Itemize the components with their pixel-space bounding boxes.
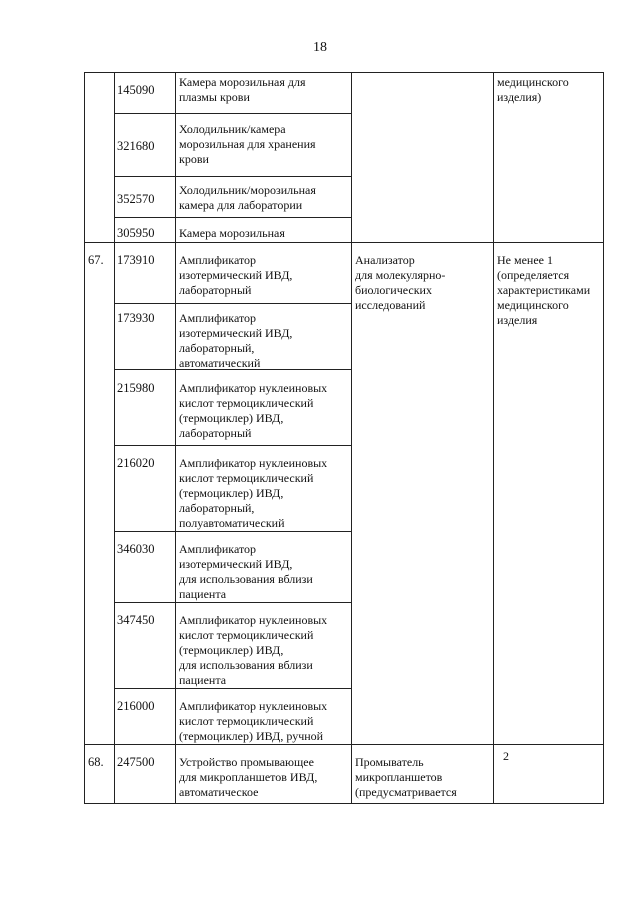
code-cell: 145090 xyxy=(117,83,155,97)
row-divider xyxy=(114,176,352,177)
column-divider xyxy=(175,72,176,804)
page-number: 18 xyxy=(313,40,327,55)
column-divider xyxy=(351,72,352,804)
code-cell: 173930 xyxy=(117,311,155,325)
name-cell: Амплификатор нуклеиновых кислот термоциклический (термоциклер) ИВД, ручной xyxy=(179,699,328,743)
table-left-border xyxy=(84,72,85,804)
name-cell: Амплификатор изотермический ИВД, лабораторный, автоматический xyxy=(179,311,293,370)
name-cell: Амплификатор нуклеиновых кислот термоциклический (термоциклер) ИВД, лабораторный xyxy=(179,381,328,440)
code-cell: 216000 xyxy=(117,699,155,713)
row-divider xyxy=(114,531,352,532)
row-divider xyxy=(114,445,352,446)
code-cell: 215980 xyxy=(117,381,155,395)
row-divider xyxy=(114,602,352,603)
device-type-cell: Анализатор для молекулярно- биологических исследований xyxy=(355,253,446,312)
row-divider xyxy=(114,217,352,218)
table-right-border xyxy=(603,72,604,804)
code-cell: 321680 xyxy=(117,139,155,153)
row-divider xyxy=(114,688,352,689)
column-divider xyxy=(493,72,494,804)
name-cell: Амплификатор нуклеиновых кислот термоциклический (термоциклер) ИВД, лабораторный, полуавтоматический xyxy=(179,456,328,530)
equipment-table xyxy=(84,72,604,804)
row-number: 68. xyxy=(88,755,104,769)
continuation-right-text: медицинского изделия) xyxy=(497,75,569,104)
device-type-cell: Промыватель микропланшетов (предусматривается xyxy=(355,755,457,799)
name-cell: Амплификатор изотермический ИВД, для использования вблизи пациента xyxy=(179,542,313,601)
quantity-cell: Не менее 1 (определяется характеристиками медицинского изделия xyxy=(497,253,591,327)
code-cell: 247500 xyxy=(117,755,155,769)
name-cell: Холодильник/морозильная камера для лаборатории xyxy=(179,183,316,212)
quantity-cell: 2 xyxy=(503,749,509,763)
table-top-border xyxy=(84,72,604,73)
name-cell: Устройство промывающее для микропланшетов ИВД, автоматическое xyxy=(179,755,318,799)
code-cell: 305950 xyxy=(117,226,155,240)
code-cell: 346030 xyxy=(117,542,155,556)
group-divider xyxy=(84,744,604,745)
name-cell: Амплификатор изотермический ИВД, лабораторный xyxy=(179,253,293,297)
row-divider xyxy=(114,113,352,114)
row-divider xyxy=(114,303,352,304)
name-cell: Камера морозильная xyxy=(179,226,285,240)
table-bottom-border xyxy=(84,803,604,804)
column-divider xyxy=(114,72,115,804)
name-cell: Камера морозильная для плазмы крови xyxy=(179,75,306,104)
row-number: 67. xyxy=(88,253,104,267)
code-cell: 352570 xyxy=(117,192,155,206)
code-cell: 173910 xyxy=(117,253,155,267)
group-divider xyxy=(84,242,604,243)
name-cell: Амплификатор нуклеиновых кислот термоциклический (термоциклер) ИВД, для использования вблизи пациента xyxy=(179,613,328,687)
name-cell: Холодильник/камера морозильная для хранения крови xyxy=(179,122,316,166)
code-cell: 216020 xyxy=(117,456,155,470)
code-cell: 347450 xyxy=(117,613,155,627)
